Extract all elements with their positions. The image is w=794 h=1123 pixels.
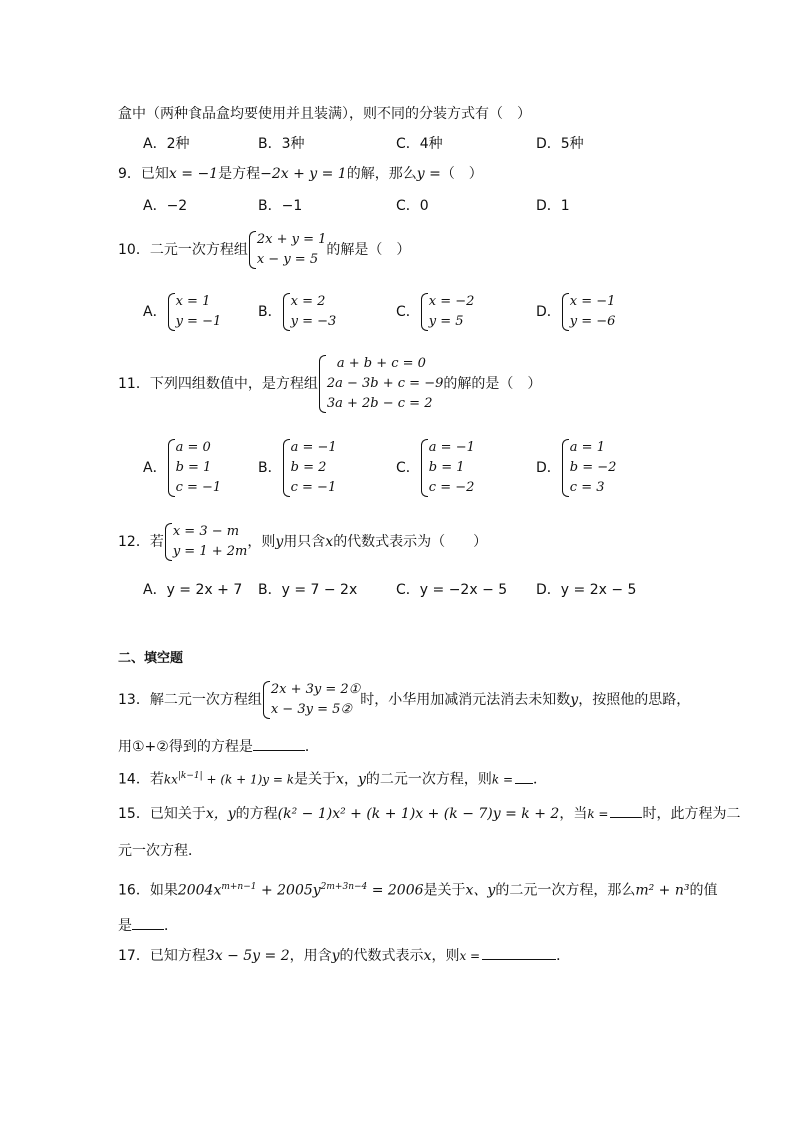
q14-number: 14．若 <box>118 771 164 788</box>
q15-k: k = <box>587 807 609 821</box>
q10-option-a-label: A． <box>143 304 167 320</box>
q11-stem <box>118 354 541 414</box>
q16-exp1: m+n−1 <box>221 882 257 892</box>
q10-option-c-label: C． <box>396 304 420 320</box>
q11-c-l2: b = 1 <box>428 460 465 475</box>
q15-answer-blank[interactable] <box>610 803 642 818</box>
q15-stem <box>118 803 740 824</box>
q15-mid: 的方程 <box>235 806 278 822</box>
q11-option-d <box>536 438 616 498</box>
q9-option-c: C．0 <box>396 198 429 214</box>
q11-d-l3: c = 3 <box>569 480 605 495</box>
q13-dot: ． <box>304 739 319 755</box>
q8-option-c: C．4种 <box>396 136 443 152</box>
q14-eq-rest: + (k + 1)y = k <box>202 772 295 787</box>
q14-end: 的二元一次方程，则 <box>365 771 492 788</box>
q13-end: 时，小华用加减消元法消去未知数 <box>360 692 571 708</box>
q11-option-a <box>143 438 221 498</box>
q8-continuation: 盒中（两种食品盒均要使用并且装满），则不同的分装方式有（ ） <box>118 106 531 122</box>
q12-end1: ，则 <box>247 534 276 550</box>
q12-eq2: y = 1 + 2m <box>172 544 248 559</box>
q10-number: 10．二元一次方程组 <box>118 242 248 258</box>
q9-option-d: D．1 <box>536 198 570 214</box>
q17-number: 17．已知方程 <box>118 948 206 964</box>
q17-dot: ． <box>556 948 571 964</box>
q12-end2: 用只含 <box>283 534 326 550</box>
q14-stem <box>118 766 547 790</box>
q17-mid: ，用含 <box>289 948 332 964</box>
q10-option-b <box>258 292 336 332</box>
q10-option-a <box>143 292 221 332</box>
q11-option-d-label: D． <box>536 460 561 476</box>
q15-number: 15．已知关于 <box>118 806 206 822</box>
q10-stem <box>118 230 410 270</box>
q9-condition: x = −1 <box>168 166 219 182</box>
q9-option-b: B．−1 <box>258 198 303 214</box>
q11-eq3: 3a + 2b − c = 2 <box>326 396 433 411</box>
q14-x: x <box>336 771 344 788</box>
q10-option-b-system <box>282 292 337 332</box>
q11-c-l3: c = −2 <box>428 480 475 495</box>
q11-number: 11．下列四组数值中，是方程组 <box>118 376 318 392</box>
q10-option-c-system <box>420 292 475 332</box>
q11-option-c <box>396 438 475 498</box>
q17-mid2: 的代数式表示 <box>339 948 424 964</box>
q9-equation: −2x + y = 1 <box>260 166 347 182</box>
q16-dot: ． <box>164 918 178 934</box>
q16-term1: 2004x <box>177 882 222 899</box>
q16-expression: m² + n³ <box>635 882 690 899</box>
q10-system <box>248 230 327 270</box>
q11-option-d-system <box>561 438 617 498</box>
q11-b-l3: c = −1 <box>290 480 337 495</box>
q10-option-d-system <box>561 292 616 332</box>
q17-answer-blank[interactable] <box>482 945 556 960</box>
q16-end: 的二元一次方程，那么 <box>495 882 636 899</box>
q16-mid: 是关于 <box>423 882 466 899</box>
q10-c-l2: y = 5 <box>428 314 464 329</box>
q15-end: 时，此方程为二 <box>642 806 741 822</box>
q12-option-a: A．y = 2x + 7 <box>143 582 243 598</box>
q11-option-c-system <box>420 438 475 498</box>
q13-system <box>262 680 360 720</box>
q12-system <box>164 522 248 562</box>
q11-eq1: a + b + c = 0 <box>336 356 426 371</box>
q15-xy: x，y <box>205 806 236 822</box>
q9-mid: 是方程 <box>218 166 261 182</box>
q17-x-equals: x = <box>459 949 481 963</box>
q11-option-c-label: C． <box>396 460 420 476</box>
q10-option-d-label: D． <box>536 304 561 320</box>
q10-d-l1: x = −1 <box>569 294 616 309</box>
q13-answer-blank[interactable] <box>253 736 305 751</box>
q17-x: x <box>423 948 432 964</box>
q10-c-l1: x = −2 <box>428 294 475 309</box>
q16-stem <box>118 877 718 901</box>
q11-end: 的解的是（ ） <box>443 376 542 392</box>
q9-stem <box>118 164 483 184</box>
q11-d-l2: b = −2 <box>569 460 617 475</box>
q11-eq2: 2a − 3b + c = −9 <box>326 376 444 391</box>
q8-option-d: D．5种 <box>536 136 584 152</box>
q10-b-l1: x = 2 <box>290 294 326 309</box>
q10-option-d <box>536 292 615 332</box>
q10-a-l2: y = −1 <box>175 314 222 329</box>
q12-option-c: C．y = −2x − 5 <box>396 582 508 598</box>
q12-option-d: D．y = 2x − 5 <box>536 582 637 598</box>
q14-mid: 是关于 <box>294 771 337 788</box>
q10-d-l2: y = −6 <box>569 314 616 329</box>
q16-exp2: 2m+3n−4 <box>320 882 368 892</box>
q15-when: ，当 <box>559 806 588 822</box>
q13-line2-text: 用①+②得到的方程是 <box>118 739 253 755</box>
q12-eq1: x = 3 − m <box>172 524 240 539</box>
q13-stem <box>118 680 690 720</box>
q11-option-b-system <box>282 438 337 498</box>
q10-option-b-label: B． <box>258 304 282 320</box>
q12-option-b: B．y = 7 − 2x <box>258 582 358 598</box>
q10-a-l1: x = 1 <box>175 294 211 309</box>
q10-end: 的解是（ ） <box>326 242 411 258</box>
q11-d-l1: a = 1 <box>569 440 605 455</box>
q14-answer-blank[interactable] <box>515 769 533 784</box>
q11-a-l1: a = 0 <box>175 440 211 455</box>
q15-line2: 元一次方程． <box>118 843 202 859</box>
q11-c-l1: a = −1 <box>428 440 475 455</box>
q12-number: 12．若 <box>118 534 164 550</box>
q9-end: 的解，那么 <box>346 166 417 182</box>
q12-end3: 的代数式表示为（ ） <box>333 534 488 550</box>
q14-exponent: |k−1| <box>177 771 203 781</box>
q11-a-l3: c = −1 <box>175 480 222 495</box>
q17-y: y <box>331 948 340 964</box>
q10-eq2: x − y = 5 <box>256 252 319 267</box>
q14-sep: ， <box>343 771 358 788</box>
q12-x: x <box>325 534 334 550</box>
q14-dot: ． <box>533 771 548 788</box>
q13-y: y <box>570 692 579 708</box>
q16-xy: x、y <box>465 882 496 899</box>
q16-number: 16．如果 <box>118 882 178 899</box>
q9-option-a: A．−2 <box>143 198 188 214</box>
q11-b-l1: a = −1 <box>290 440 337 455</box>
q10-b-l2: y = −3 <box>290 314 337 329</box>
q11-a-l2: b = 1 <box>175 460 212 475</box>
q16-term3: = 2006 <box>367 882 424 899</box>
q11-option-a-system <box>167 438 222 498</box>
q15-equation: (k² − 1)x² + (k + 1)x + (k − 7)y = k + 2 <box>277 806 560 822</box>
q11-system <box>318 354 444 414</box>
q17-stem <box>118 945 570 966</box>
q13-eq1: 2x + 3y = 2① <box>270 682 361 697</box>
q16-end2: 的值 <box>689 882 718 899</box>
q16-line2 <box>118 915 178 936</box>
q10-option-c <box>396 292 474 332</box>
q13-line2 <box>118 736 319 757</box>
q13-eq2: x − 3y = 5② <box>270 702 353 717</box>
q11-option-b-label: B． <box>258 460 282 476</box>
q16-answer-blank[interactable] <box>132 915 164 930</box>
q8-option-b: B．3种 <box>258 136 305 152</box>
q8-option-a: A．2种 <box>143 136 190 152</box>
q13-end2: ，按照他的思路， <box>578 692 691 708</box>
q12-y: y <box>275 534 284 550</box>
q10-option-a-system <box>167 292 222 332</box>
q9-paren: （ ） <box>440 166 483 182</box>
q9-number: 9．已知 <box>118 166 169 182</box>
q11-option-a-label: A． <box>143 460 167 476</box>
q14-y: y <box>357 771 366 788</box>
q11-b-l2: b = 2 <box>290 460 327 475</box>
q9-variable: y = <box>416 166 441 182</box>
q14-eq-term: kx <box>163 772 178 787</box>
q13-number: 13．解二元一次方程组 <box>118 692 262 708</box>
q14-k: k = <box>491 772 514 787</box>
q16-line2-text: 是 <box>118 918 132 934</box>
q11-option-b <box>258 438 337 498</box>
q17-end: ，则 <box>431 948 460 964</box>
q10-eq1: 2x + y = 1 <box>256 232 327 247</box>
q16-term2: + 2005y <box>256 882 321 899</box>
section-heading-fill-blank: 二、填空题 <box>118 651 184 666</box>
q17-equation: 3x − 5y = 2 <box>205 948 290 964</box>
q12-stem <box>118 522 487 562</box>
